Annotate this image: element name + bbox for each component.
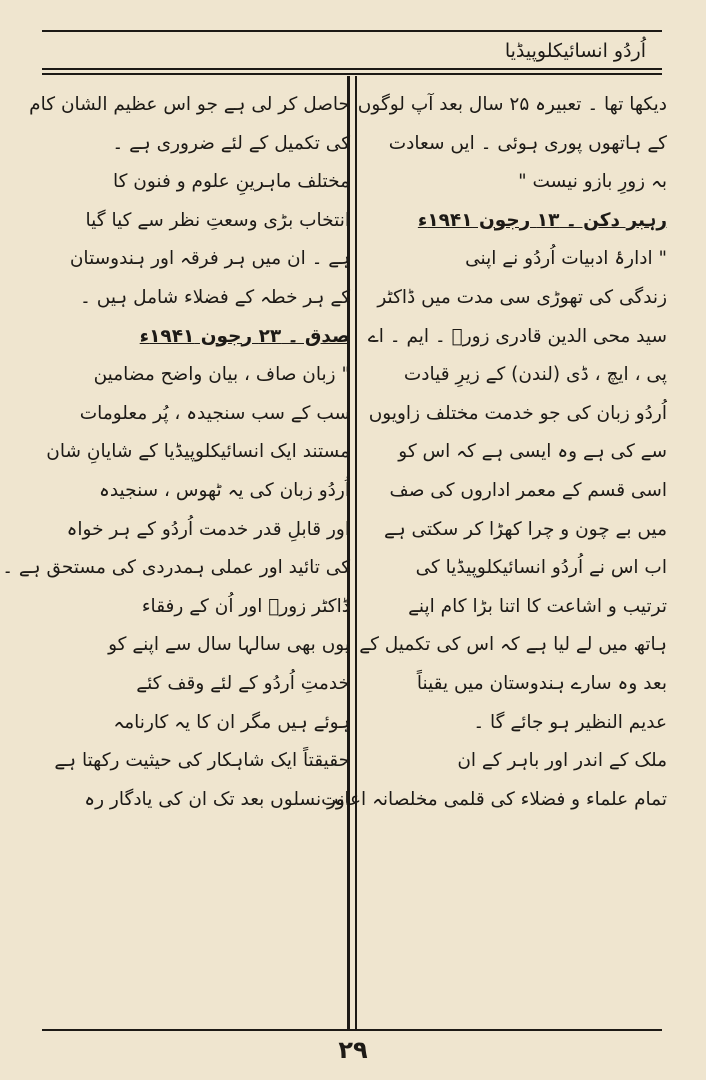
footer-rule: [42, 1029, 662, 1031]
text-line: ملک کے اندر اور باہر کے ان: [457, 750, 667, 772]
text-line: انتخاب بڑی وسعتِ نظر سے کیا گیا: [85, 209, 350, 231]
text-line: اُردُو زبان کی جو خدمت مختلف زاویوں: [368, 402, 667, 424]
text-line: کی تائید اور عملی ہمدردی کی مستحق ہے ۔: [2, 557, 350, 579]
text-line: خدمتِ اُردُو کے لئے وقف کئے: [136, 672, 350, 694]
text-line: کے ہاتھوں پوری ہوئی ۔ ایں سعادت: [388, 132, 667, 154]
text-line: اور قابلِ قدر خدمت اُردُو کے ہر خواہ: [66, 518, 350, 540]
text-line: ترتیب و اشاعت کا اتنا بڑا کام اپنے: [408, 595, 667, 617]
text-line: تمام علماء و فضلاء کی قلمی مخلصانہ اعانت: [321, 788, 667, 810]
text-line: سب کے سب سنجیدہ ، پُر معلومات: [79, 402, 350, 424]
text-line: " زبان صاف ، بیان واضح مضامین: [93, 364, 350, 386]
text-line: کی تکمیل کے لئے ضروری ہے ۔: [112, 132, 350, 154]
text-line: مختلف ماہرینِ علوم و فنون کا: [112, 171, 350, 193]
page-number: ۲۹: [338, 1036, 368, 1064]
top-rule: [42, 30, 662, 32]
text-line: کے ہر خطہ کے فضلاء شامل ہیں ۔: [80, 286, 350, 308]
text-line: سید محی الدین قادری زورؔ ۔ ایم ۔ اے: [367, 325, 667, 347]
left-column: [2, 86, 350, 1026]
text-line: زندگی کی تھوڑی سی مدت میں ڈاکٹر: [377, 286, 667, 308]
text-line: اب اس نے اُردُو انسائیکلوپیڈیا کی: [415, 557, 667, 579]
text-line: یوں بھی سالہا سال سے اپنے کو: [108, 634, 350, 656]
text-line: سے کی ہے وہ ایسی ہے کہ اس کو: [398, 441, 667, 463]
text-line: اور نسلوں بعد تک ان کی یادگار رہ: [84, 788, 350, 810]
header-rule-upper: [42, 68, 662, 70]
text-line: " ادارۂ ادبیات اُردُو نے اپنی: [465, 248, 667, 270]
text-line: عدیم النظیر ہو جائے گا ۔: [473, 711, 667, 733]
text-line: بہ زورِ بازو نیست ": [518, 171, 667, 193]
text-line: ہاتھ میں لے لیا ہے کہ اس کی تکمیل کے: [359, 634, 667, 656]
header-rule-lower: [42, 73, 662, 75]
source-heading: رہبر دکن ۔ ۱۳ رجون ۱۹۴۱ء: [417, 209, 667, 231]
text-line: ڈاکٹر زورؔ اور اُن کے رفقاء: [141, 595, 350, 617]
text-line: مستند ایک انسائیکلوپیڈیا کے شایانِ شان: [46, 441, 350, 463]
text-line: اُردُو زبان کی یہ ٹھوس ، سنجیدہ: [99, 479, 350, 501]
source-heading: صدق ۔ ۲۳ رجون ۱۹۴۱ء: [139, 325, 350, 347]
text-line: حاصل کر لی ہے جو اس عظیم الشان کام: [29, 94, 350, 115]
text-line: حقیقتاً ایک شاہکار کی حیثیت رکھتا ہے: [54, 750, 350, 772]
text-line: اسی قسم کے معمر اداروں کی صف: [389, 479, 667, 501]
text-line: بعد وہ سارے ہندوستان میں یقیناً: [416, 672, 667, 694]
running-head: اُردُو انسائیکلوپیڈیا: [504, 40, 646, 62]
text-line: دیکھا تھا ۔ تعبیرہ ۲۵ سال بعد آپ لوگوں: [357, 94, 667, 115]
column-divider-thin: [355, 76, 357, 1030]
text-line: ہوئے ہیں مگر ان کا یہ کارنامہ: [113, 711, 350, 733]
text-line: میں بے چون و چرا کھڑا کر سکتی ہے: [383, 518, 667, 540]
right-column: [321, 86, 667, 1026]
text-line: پی ، ایچ ، ڈی (لندن) کے زیرِ قیادت: [403, 364, 667, 386]
text-line: ہے ۔ ان میں ہر فرقہ اور ہندوستان: [69, 248, 350, 270]
